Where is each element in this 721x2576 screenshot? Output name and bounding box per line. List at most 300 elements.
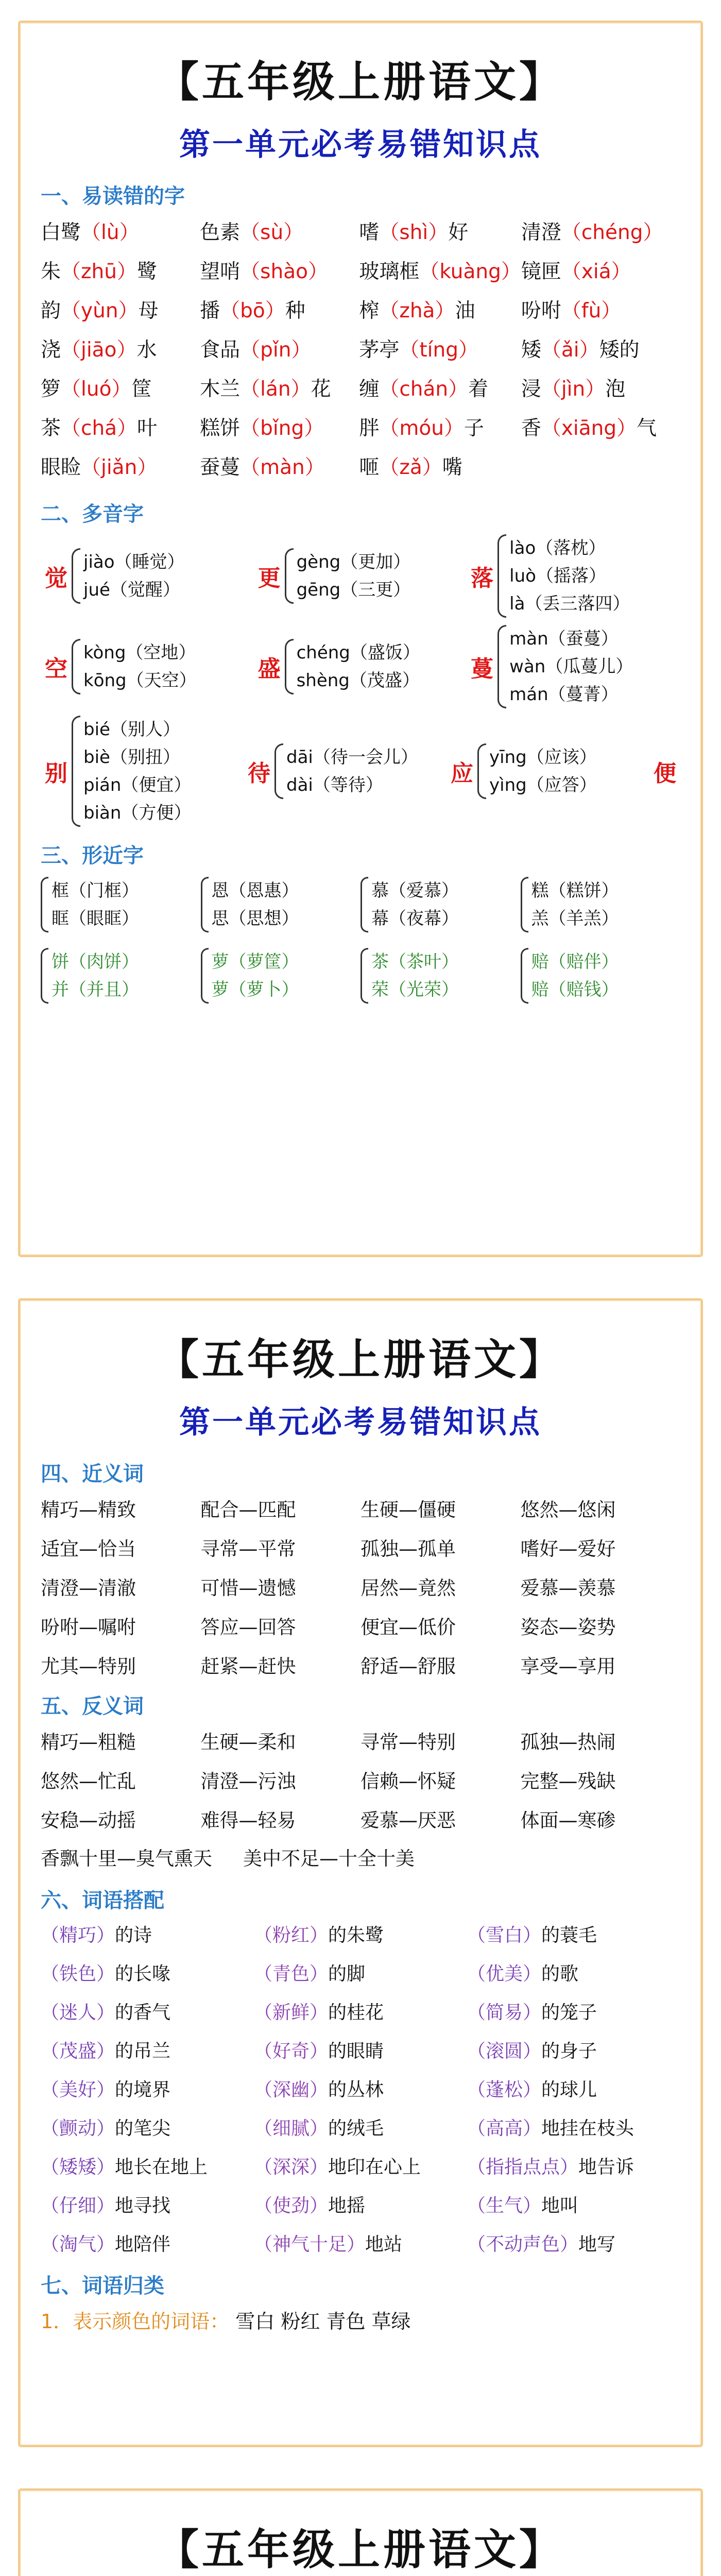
pinyin: （chá） [61, 417, 138, 440]
collocation-modifier: （迷人） [41, 2002, 115, 2023]
polyphone-char [649, 755, 680, 788]
shape-pair [201, 877, 361, 933]
reading: yìng（应答） [489, 775, 597, 795]
brace [497, 625, 506, 708]
word-pair: 悠然—悠闲 [520, 1499, 616, 1521]
collocation-noun: 地印在心上 [328, 2157, 421, 2178]
shape-items [531, 948, 619, 1004]
item-text: 雪白 粉红 青色 草绿 [235, 2310, 411, 2333]
collocation [41, 1998, 254, 2024]
char-entry [41, 216, 200, 245]
reading: jiào（睡觉） [83, 552, 185, 572]
collocation [254, 1959, 467, 1986]
word-pair: 寻常—特别 [360, 1731, 456, 1753]
word-pair: 居然—竟然 [360, 1577, 456, 1599]
reading: mán（蔓菁） [509, 684, 619, 705]
reading: shèng（茂盛） [296, 670, 420, 691]
readings [297, 639, 420, 694]
polyphone-char-extra: 便 [654, 760, 676, 787]
card-title: 【五年级上册语文】 [156, 2525, 564, 2574]
collocation-modifier: （仔细） [41, 2195, 115, 2216]
collocation-modifier: （简易） [467, 2002, 542, 2023]
polyphone [254, 639, 467, 694]
reading: wàn（瓜蔓儿） [509, 656, 633, 677]
item-label: 1．表示颜色的词语： [41, 2310, 230, 2333]
collocation-modifier: （美好） [41, 2079, 115, 2100]
collocation-noun: 的丛林 [328, 2079, 384, 2100]
word-pair: 尤其—特别 [41, 1655, 136, 1677]
word-pair: 难得—轻易 [200, 1809, 296, 1832]
collocation-modifier: （淘气） [41, 2234, 115, 2255]
shape-pair [360, 877, 521, 933]
reading: lào（落枕） [509, 538, 606, 558]
word: 白鹭 [41, 221, 81, 244]
reading: jué（觉醒） [83, 580, 180, 600]
shape-item: 并（并且） [52, 979, 139, 1000]
pinyin: （pǐn） [240, 338, 312, 362]
card-subtitle: 第一单元必考易错知识点 [179, 1404, 542, 1440]
polyphone [41, 548, 254, 604]
collocation-modifier: （神气十足） [254, 2234, 366, 2255]
word-pair: 舒适—舒服 [360, 1655, 456, 1677]
pinyin: （tíng） [399, 338, 478, 362]
word-pair: 寻常—平常 [200, 1538, 296, 1560]
char-entry [41, 412, 200, 441]
pinyin: （lán） [240, 378, 311, 401]
word-pair: 清澄—污浊 [200, 1770, 296, 1792]
char-entry [200, 451, 359, 480]
char-entry [200, 373, 359, 402]
char-entry [359, 216, 521, 245]
word: 茅亭 [359, 338, 400, 362]
section-heading: 四、近义词 [41, 1462, 144, 1486]
collocation-noun: 的诗 [115, 1925, 152, 1946]
word: 清澄 [521, 221, 561, 244]
collocation-noun: 的笼子 [541, 2002, 597, 2023]
word-pair: 孤独—孤单 [360, 1538, 456, 1560]
char-entry [41, 295, 200, 324]
shape-item: 饼（肉饼） [52, 952, 139, 972]
section-heading: 二、多音字 [41, 502, 144, 526]
card-subtitle: 第一单元必考易错知识点 [179, 127, 542, 163]
word-tail: 花 [311, 378, 331, 401]
word: 箩 [41, 378, 61, 401]
collocation [467, 1921, 680, 1947]
shape-item: 框（门框） [52, 880, 139, 901]
word-pair: 配合—匹配 [200, 1499, 296, 1521]
collocation-modifier: （茂盛） [41, 2041, 115, 2062]
pinyin: （chán） [379, 378, 469, 401]
word-tail: 母 [138, 299, 159, 323]
shape-item: 萝（萝筐） [211, 952, 299, 972]
shape-items [531, 877, 619, 933]
collocation [41, 1921, 254, 1947]
reading: dài（等待） [286, 775, 383, 795]
color-words-line [41, 2306, 680, 2337]
collocation [254, 2230, 467, 2256]
shape-item: 萝（萝卜） [211, 979, 299, 1000]
word: 吩咐 [521, 299, 561, 323]
word-tail: 筐 [131, 378, 152, 401]
collocation-modifier: （蓬松） [467, 2079, 542, 2100]
collocation-noun: 地挂在枝头 [541, 2118, 634, 2139]
shape-row [41, 877, 680, 933]
pinyin: （jiāo） [61, 338, 137, 362]
word-tail: 嘴 [442, 456, 462, 479]
char-entry [521, 216, 680, 245]
word: 食品 [200, 338, 241, 362]
pinyin: （sù） [240, 221, 304, 244]
shape-pair [521, 948, 681, 1004]
word-tail: 矮的 [599, 338, 640, 362]
word: 朱 [41, 260, 61, 283]
brace [521, 948, 528, 1004]
char-entry [41, 334, 200, 363]
collocation-modifier: （优美） [467, 1963, 542, 1985]
antonym-pair: 美中不足—十全十美 [243, 1848, 415, 1870]
word-pair: 悠然—忙乱 [41, 1770, 136, 1792]
antonym-pair: 香飘十里—臭气熏天 [41, 1848, 212, 1870]
collocation [467, 2191, 680, 2217]
collocation-noun: 的朱鹭 [328, 1925, 384, 1946]
word-tail: 气 [637, 417, 657, 440]
polyphone-char: 落 [471, 565, 494, 591]
brace [72, 639, 80, 694]
pinyin: （luó） [61, 378, 132, 401]
collocation-noun: 地陪伴 [115, 2234, 171, 2255]
reading: chéng（盛饭） [296, 642, 420, 663]
reading: dāi（待一会儿） [286, 747, 418, 768]
collocation-modifier: （新鲜） [254, 2002, 329, 2023]
shape-pair [521, 877, 681, 933]
pinyin: （bǐng） [240, 417, 324, 440]
shape-items [371, 877, 459, 933]
word-tail: 着 [468, 378, 489, 401]
polyphone-char: 别 [45, 760, 67, 787]
collocation [254, 2153, 467, 2179]
reading: gèng（更加） [296, 552, 411, 572]
readings [297, 548, 411, 604]
collocation-modifier: （不动声色） [467, 2234, 579, 2255]
brace [201, 877, 209, 933]
collocation-modifier: （粉红） [254, 1925, 329, 1946]
card-1 [18, 21, 703, 1257]
section-heading: 一、易读错的字 [41, 184, 185, 208]
polyphone-char: 空 [45, 656, 67, 682]
pinyin: （bō） [220, 299, 285, 323]
collocation-noun: 的吊兰 [115, 2041, 171, 2062]
word-pair: 信赖—怀疑 [360, 1770, 456, 1792]
brace [360, 877, 368, 933]
word-tail: 叶 [137, 417, 158, 440]
char-entry [521, 412, 680, 441]
shape-item: 眶（眼眶） [52, 908, 139, 929]
reading: là（丢三落四） [509, 594, 630, 614]
char-entry [200, 216, 359, 245]
polyphone [41, 639, 254, 694]
collocation-modifier: （滚圆） [467, 2041, 542, 2062]
section-heading: 七、词语归类 [41, 2274, 164, 2298]
collocation-noun: 地写 [578, 2234, 616, 2255]
word: 播 [200, 299, 220, 323]
pinyin: （kuàng） [419, 260, 521, 283]
word: 缠 [359, 378, 380, 401]
collocation [41, 2230, 254, 2256]
brace [521, 877, 528, 933]
word: 镜匣 [521, 260, 561, 283]
collocation [467, 1998, 680, 2024]
word: 糕饼 [200, 417, 241, 440]
polyphone [467, 625, 680, 708]
char-entry [521, 373, 680, 402]
card-title: 【五年级上册语文】 [156, 1335, 564, 1384]
shape-pair [41, 877, 201, 933]
polyphone [447, 743, 649, 799]
collocation-modifier: （颤动） [41, 2118, 115, 2139]
shape-item: 赔（赔钱） [531, 979, 619, 1000]
char-entry [521, 295, 680, 324]
char-entry [200, 256, 359, 284]
section-heading: 三、形近字 [41, 844, 144, 868]
reading: gēng（三更） [296, 580, 411, 600]
reading: màn（蚕蔓） [509, 629, 619, 649]
char-entry [359, 256, 521, 284]
collocation-modifier: （矮矮） [41, 2157, 115, 2178]
word: 眼睑 [41, 456, 81, 479]
readings [83, 639, 197, 694]
card-3 [18, 2488, 703, 2576]
polyphone-char: 更 [258, 565, 281, 591]
collocation [254, 2037, 467, 2063]
collocation-noun: 的歌 [541, 1963, 579, 1985]
collocation-noun: 地叫 [541, 2195, 579, 2216]
collocation [467, 2075, 680, 2102]
collocation [467, 1959, 680, 1986]
pinyin: （lù） [81, 221, 140, 244]
antonyms-last-row [41, 1843, 680, 1871]
section-heading: 六、词语搭配 [41, 1889, 164, 1912]
polyphone-char: 盛 [258, 656, 281, 682]
readings [509, 534, 630, 618]
similar-chars-row2 [41, 948, 680, 1004]
brace [72, 716, 80, 827]
word-pair: 安稳—动摇 [41, 1809, 136, 1832]
word-tail: 子 [464, 417, 484, 440]
pinyin: （zǎ） [379, 456, 442, 479]
pinyin: （ǎi） [541, 338, 599, 362]
char-entry [521, 334, 680, 363]
reading: biè（别扭） [83, 747, 180, 768]
collocation [467, 2230, 680, 2256]
polyphone-char: 应 [451, 760, 473, 787]
pinyin: （zhà） [379, 299, 455, 323]
brace [285, 548, 294, 604]
pinyin: （zhū） [61, 260, 137, 283]
word: 浇 [41, 338, 61, 362]
char-entry [359, 412, 521, 441]
word-tail: 水 [136, 338, 157, 362]
readings [489, 743, 597, 799]
pinyin: （shào） [240, 260, 328, 283]
similar-chars-list [41, 877, 680, 933]
brace [285, 639, 294, 694]
word-pair: 完整—残缺 [520, 1770, 616, 1792]
char-entry [521, 451, 680, 480]
collocation-noun: 的香气 [115, 2002, 171, 2023]
shape-pair [41, 948, 201, 1004]
shape-items [371, 948, 459, 1004]
word-pair: 赶紧—赶快 [200, 1655, 296, 1677]
polyphone [467, 534, 680, 618]
collocation-noun: 的长喙 [115, 1963, 171, 1985]
collocation-noun: 地站 [365, 2234, 403, 2255]
reading: bié（别人） [83, 719, 180, 740]
card-title: 【五年级上册语文】 [156, 57, 564, 107]
word: 茶 [41, 417, 61, 440]
collocation-noun: 的身子 [541, 2041, 597, 2062]
pinyin: （xiá） [561, 260, 631, 283]
shape-item: 羔（羊羔） [531, 908, 619, 929]
collocation-noun: 的眼睛 [328, 2041, 384, 2062]
collocation-noun: 的境界 [115, 2079, 171, 2100]
collocation-noun: 地长在地上 [115, 2157, 208, 2178]
shape-pair [201, 948, 361, 1004]
pinyin: （jiǎn） [81, 456, 158, 479]
pinyin: （fù） [561, 299, 622, 323]
polyphone [254, 548, 467, 604]
collocation-noun: 地摇 [328, 2195, 366, 2216]
collocation-modifier: （使劲） [254, 2195, 329, 2216]
collocation-noun: 地告诉 [578, 2157, 634, 2178]
collocation-modifier: （好奇） [254, 2041, 329, 2062]
collocation-noun: 的脚 [328, 1963, 366, 1985]
char-entry [359, 295, 521, 324]
collocation [254, 2191, 467, 2217]
collocation [467, 2153, 680, 2179]
shape-item: 糕（糕饼） [531, 880, 619, 901]
collocation [41, 2075, 254, 2102]
collocation [254, 2075, 467, 2102]
reading: luò（摇落） [509, 566, 606, 586]
char-entry [41, 451, 200, 480]
word: 嗜 [359, 221, 380, 244]
char-entry [200, 334, 359, 363]
polyphone [41, 716, 244, 827]
brace [360, 948, 368, 1004]
word: 韵 [41, 299, 61, 323]
collocation [41, 2153, 254, 2179]
word-pair: 享受—享用 [520, 1655, 616, 1677]
char-entry [359, 373, 521, 402]
collocation-modifier: （细腻） [254, 2118, 329, 2139]
shape-item: 赔（赔伴） [531, 952, 619, 972]
collocation-grid [41, 1921, 680, 2256]
collocation-noun: 的桂花 [328, 2002, 384, 2023]
word: 榨 [359, 299, 380, 323]
collocation-noun: 地寻找 [115, 2195, 171, 2216]
polyphone-list [41, 534, 680, 827]
readings [83, 716, 191, 827]
collocation-noun: 的绒毛 [328, 2118, 384, 2139]
collocation-modifier: （深深） [254, 2157, 329, 2178]
collocation-modifier: （青色） [254, 1963, 329, 1985]
card-2 [18, 1298, 703, 2447]
collocation-modifier: （高高） [467, 2118, 542, 2139]
collocation-modifier: （深幽） [254, 2079, 329, 2100]
brace [41, 948, 48, 1004]
word: 木兰 [200, 378, 241, 401]
antonyms-grid [41, 1726, 680, 1833]
pinyin: （shì） [379, 221, 449, 244]
word: 矮 [521, 338, 541, 362]
word-pair: 嗜好—爱好 [520, 1538, 616, 1560]
collocation [254, 2114, 467, 2140]
brace [477, 743, 486, 799]
collocation [254, 1921, 467, 1947]
word: 浸 [521, 378, 541, 401]
word-pair: 吩咐—嘱咐 [41, 1616, 136, 1638]
collocation [467, 2037, 680, 2063]
collocation-modifier: （指指点点） [467, 2157, 579, 2178]
collocation [41, 2037, 254, 2063]
shape-item: 慕（爱慕） [371, 880, 459, 901]
section-heading: 五、反义词 [41, 1694, 144, 1718]
shape-item: 茶（茶叶） [371, 952, 459, 972]
char-entry [200, 295, 359, 324]
pinyin: （chéng） [561, 221, 663, 244]
char-entry [359, 451, 521, 480]
error-prone-chars-grid [41, 216, 680, 480]
char-entry [521, 256, 680, 284]
word: 玻璃框 [359, 260, 420, 283]
shape-item: 恩（恩惠） [211, 880, 299, 901]
shape-item: 荣（光荣） [371, 979, 459, 1000]
word-pair: 可惜—遗憾 [200, 1577, 296, 1599]
brace [274, 743, 283, 799]
shape-items [212, 948, 299, 1004]
readings [83, 548, 185, 604]
shape-item: 思（思想） [211, 908, 299, 929]
shape-items [212, 877, 299, 933]
polyphone-char: 蔓 [471, 656, 494, 682]
reading: pián（便宜） [83, 775, 192, 795]
char-entry [41, 256, 200, 284]
collocation [467, 2114, 680, 2140]
char-entry [200, 412, 359, 441]
word-tail: 鹭 [136, 260, 157, 283]
polyphone-row [41, 625, 680, 708]
word-pair: 爱慕—羡慕 [520, 1577, 616, 1599]
polyphone-char: 待 [248, 760, 270, 787]
brace [72, 548, 80, 604]
word-pair: 便宜—低价 [360, 1616, 456, 1638]
brace [41, 877, 48, 933]
pinyin: （yùn） [61, 299, 139, 323]
brace [201, 948, 209, 1004]
word-pair: 精巧—粗糙 [41, 1731, 136, 1753]
collocation-modifier: （精巧） [41, 1925, 115, 1946]
readings [286, 743, 418, 799]
polyphone-char: 觉 [45, 565, 67, 591]
word-pair: 答应—回答 [200, 1616, 296, 1638]
word-pair: 姿态—姿势 [520, 1616, 616, 1638]
pinyin: （jìn） [541, 378, 606, 401]
word-tail: 泡 [605, 378, 626, 401]
synonyms-grid [41, 1494, 680, 1679]
word-pair: 爱慕—厌恶 [360, 1809, 456, 1832]
shape-item: 幕（夜幕） [371, 908, 459, 929]
collocation-modifier: （雪白） [467, 1925, 542, 1946]
